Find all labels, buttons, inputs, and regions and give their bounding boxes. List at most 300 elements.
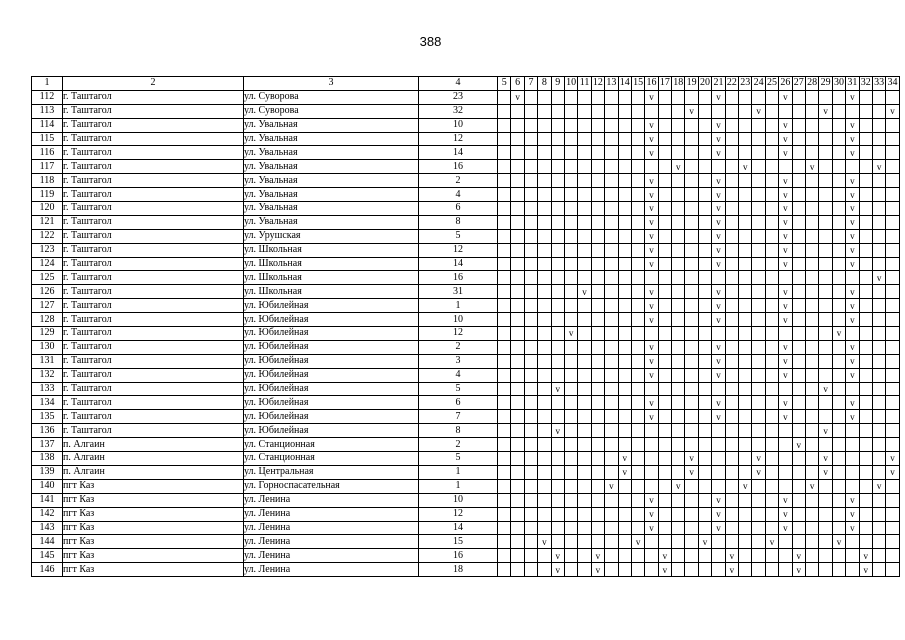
empty-cell xyxy=(725,535,738,549)
street-cell: ул. Ленина xyxy=(244,535,419,549)
empty-cell xyxy=(605,327,618,341)
empty-cell xyxy=(524,452,537,466)
empty-cell xyxy=(498,90,511,104)
empty-cell xyxy=(538,243,551,257)
empty-cell xyxy=(765,174,778,188)
check-mark-cell: v xyxy=(645,507,658,521)
street-cell: ул. Юбилейная xyxy=(244,354,419,368)
empty-cell xyxy=(846,438,859,452)
empty-cell xyxy=(886,132,899,146)
empty-cell xyxy=(564,507,577,521)
house-cell: 1 xyxy=(419,299,498,313)
empty-cell xyxy=(672,535,685,549)
empty-cell xyxy=(658,438,671,452)
locality-cell: г. Таштагол xyxy=(63,146,244,160)
empty-cell xyxy=(591,257,604,271)
empty-cell xyxy=(792,299,805,313)
street-cell: ул. Станционная xyxy=(244,452,419,466)
empty-cell xyxy=(872,90,885,104)
empty-cell xyxy=(511,396,524,410)
empty-cell xyxy=(511,521,524,535)
empty-cell xyxy=(739,285,752,299)
row-number: 114 xyxy=(32,118,63,132)
table-row xyxy=(32,521,900,535)
row-number: 146 xyxy=(32,563,63,577)
check-mark-cell: v xyxy=(832,327,845,341)
check-mark-cell: v xyxy=(672,479,685,493)
empty-cell xyxy=(564,354,577,368)
empty-cell xyxy=(564,493,577,507)
empty-cell xyxy=(792,118,805,132)
empty-cell xyxy=(672,521,685,535)
check-mark-cell: v xyxy=(792,549,805,563)
empty-cell xyxy=(658,132,671,146)
empty-cell xyxy=(832,229,845,243)
street-cell: ул. Юбилейная xyxy=(244,327,419,341)
empty-cell xyxy=(685,313,698,327)
empty-cell xyxy=(805,368,818,382)
row-number: 117 xyxy=(32,160,63,174)
empty-cell xyxy=(618,410,631,424)
locality-cell: г. Таштагол xyxy=(63,271,244,285)
empty-cell xyxy=(805,327,818,341)
empty-cell xyxy=(792,396,805,410)
house-cell: 16 xyxy=(419,549,498,563)
empty-cell xyxy=(739,368,752,382)
empty-cell xyxy=(631,257,644,271)
house-cell: 6 xyxy=(419,396,498,410)
empty-cell xyxy=(551,452,564,466)
empty-cell xyxy=(819,188,832,202)
empty-cell xyxy=(524,202,537,216)
check-mark-cell: v xyxy=(779,493,792,507)
empty-cell xyxy=(805,549,818,563)
empty-cell xyxy=(752,535,765,549)
empty-cell xyxy=(805,299,818,313)
empty-cell xyxy=(832,132,845,146)
empty-cell xyxy=(886,438,899,452)
empty-cell xyxy=(792,410,805,424)
empty-cell xyxy=(712,479,725,493)
row-number: 129 xyxy=(32,327,63,341)
empty-cell xyxy=(658,299,671,313)
empty-cell xyxy=(725,188,738,202)
row-number: 115 xyxy=(32,132,63,146)
empty-cell xyxy=(524,563,537,577)
empty-cell xyxy=(672,465,685,479)
empty-cell xyxy=(685,424,698,438)
empty-cell xyxy=(605,438,618,452)
check-mark-cell: v xyxy=(725,563,738,577)
check-mark-cell: v xyxy=(846,215,859,229)
street-cell: ул. Ленина xyxy=(244,507,419,521)
check-mark-cell: v xyxy=(872,479,885,493)
empty-cell xyxy=(752,410,765,424)
column-header-8: 8 xyxy=(538,77,551,91)
check-mark-cell: v xyxy=(752,104,765,118)
empty-cell xyxy=(511,327,524,341)
empty-cell xyxy=(752,90,765,104)
empty-cell xyxy=(672,132,685,146)
check-mark-cell: v xyxy=(698,535,711,549)
house-cell: 10 xyxy=(419,313,498,327)
column-header-5: 5 xyxy=(498,77,511,91)
empty-cell xyxy=(551,118,564,132)
empty-cell xyxy=(832,493,845,507)
empty-cell xyxy=(872,354,885,368)
empty-cell xyxy=(511,382,524,396)
empty-cell xyxy=(578,452,591,466)
empty-cell xyxy=(685,549,698,563)
empty-cell xyxy=(658,257,671,271)
empty-cell xyxy=(832,104,845,118)
check-mark-cell: v xyxy=(846,410,859,424)
row-number: 112 xyxy=(32,90,63,104)
empty-cell xyxy=(618,271,631,285)
table-row xyxy=(32,327,900,341)
empty-cell xyxy=(538,215,551,229)
empty-cell xyxy=(538,174,551,188)
empty-cell xyxy=(658,507,671,521)
check-mark-cell: v xyxy=(819,452,832,466)
empty-cell xyxy=(805,438,818,452)
empty-cell xyxy=(819,202,832,216)
empty-cell xyxy=(712,327,725,341)
empty-cell xyxy=(658,104,671,118)
table-row xyxy=(32,243,900,257)
empty-cell xyxy=(511,174,524,188)
empty-cell xyxy=(498,132,511,146)
empty-cell xyxy=(846,479,859,493)
empty-cell xyxy=(658,465,671,479)
empty-cell xyxy=(792,479,805,493)
empty-cell xyxy=(832,354,845,368)
locality-cell: г. Таштагол xyxy=(63,299,244,313)
check-mark-cell: v xyxy=(846,507,859,521)
empty-cell xyxy=(511,354,524,368)
empty-cell xyxy=(819,410,832,424)
street-cell: ул. Станционная xyxy=(244,438,419,452)
check-mark-cell: v xyxy=(779,118,792,132)
empty-cell xyxy=(645,535,658,549)
empty-cell xyxy=(886,327,899,341)
empty-cell xyxy=(752,327,765,341)
empty-cell xyxy=(658,396,671,410)
empty-cell xyxy=(698,104,711,118)
empty-cell xyxy=(538,354,551,368)
check-mark-cell: v xyxy=(846,118,859,132)
empty-cell xyxy=(658,493,671,507)
empty-cell xyxy=(631,424,644,438)
empty-cell xyxy=(538,452,551,466)
empty-cell xyxy=(551,202,564,216)
empty-cell xyxy=(805,90,818,104)
empty-cell xyxy=(578,521,591,535)
empty-cell xyxy=(672,396,685,410)
empty-cell xyxy=(511,313,524,327)
empty-cell xyxy=(725,215,738,229)
empty-cell xyxy=(551,104,564,118)
empty-cell xyxy=(685,299,698,313)
empty-cell xyxy=(618,396,631,410)
empty-cell xyxy=(739,465,752,479)
empty-cell xyxy=(739,90,752,104)
empty-cell xyxy=(698,452,711,466)
empty-cell xyxy=(538,340,551,354)
check-mark-cell: v xyxy=(645,493,658,507)
empty-cell xyxy=(551,493,564,507)
empty-cell xyxy=(832,424,845,438)
check-mark-cell: v xyxy=(752,452,765,466)
empty-cell xyxy=(792,160,805,174)
empty-cell xyxy=(725,424,738,438)
empty-cell xyxy=(605,118,618,132)
column-header-16: 16 xyxy=(646,77,657,89)
empty-cell xyxy=(779,549,792,563)
street-cell: ул. Юбилейная xyxy=(244,313,419,327)
empty-cell xyxy=(618,257,631,271)
empty-cell xyxy=(739,452,752,466)
empty-cell xyxy=(739,174,752,188)
table-row xyxy=(32,452,900,466)
empty-cell xyxy=(819,118,832,132)
street-cell: ул. Суворова xyxy=(244,104,419,118)
column-header-20: 20 xyxy=(700,77,711,89)
check-mark-cell: v xyxy=(886,452,899,466)
row-number: 122 xyxy=(32,229,63,243)
empty-cell xyxy=(698,118,711,132)
empty-cell xyxy=(658,479,671,493)
empty-cell xyxy=(792,146,805,160)
empty-cell xyxy=(792,327,805,341)
empty-cell xyxy=(538,104,551,118)
empty-cell xyxy=(538,424,551,438)
empty-cell xyxy=(765,340,778,354)
table-row xyxy=(32,118,900,132)
empty-cell xyxy=(551,285,564,299)
empty-cell xyxy=(725,229,738,243)
empty-cell xyxy=(819,368,832,382)
empty-cell xyxy=(605,493,618,507)
empty-cell xyxy=(819,215,832,229)
empty-cell xyxy=(805,507,818,521)
table-row xyxy=(32,215,900,229)
check-mark-cell: v xyxy=(712,285,725,299)
empty-cell xyxy=(859,118,872,132)
empty-cell xyxy=(578,368,591,382)
check-mark-cell: v xyxy=(805,479,818,493)
empty-cell xyxy=(698,549,711,563)
empty-cell xyxy=(739,215,752,229)
empty-cell xyxy=(685,410,698,424)
empty-cell xyxy=(859,521,872,535)
empty-cell xyxy=(886,521,899,535)
empty-cell xyxy=(819,507,832,521)
empty-cell xyxy=(658,146,671,160)
empty-cell xyxy=(698,396,711,410)
empty-cell xyxy=(859,104,872,118)
empty-cell xyxy=(524,327,537,341)
empty-cell xyxy=(805,215,818,229)
check-mark-cell: v xyxy=(645,202,658,216)
empty-cell xyxy=(591,521,604,535)
empty-cell xyxy=(752,202,765,216)
check-mark-cell: v xyxy=(779,174,792,188)
check-mark-cell: v xyxy=(779,354,792,368)
empty-cell xyxy=(498,368,511,382)
empty-cell xyxy=(672,202,685,216)
empty-cell xyxy=(819,563,832,577)
empty-cell xyxy=(752,257,765,271)
check-mark-cell: v xyxy=(886,465,899,479)
empty-cell xyxy=(578,188,591,202)
empty-cell xyxy=(725,313,738,327)
empty-cell xyxy=(752,285,765,299)
column-header-31: 31 xyxy=(847,77,858,89)
column-header-13: 13 xyxy=(606,77,617,89)
empty-cell xyxy=(591,299,604,313)
row-number: 120 xyxy=(32,202,63,216)
check-mark-cell: v xyxy=(685,465,698,479)
empty-cell xyxy=(698,327,711,341)
empty-cell xyxy=(765,299,778,313)
empty-cell xyxy=(524,160,537,174)
empty-cell xyxy=(752,229,765,243)
empty-cell xyxy=(618,438,631,452)
empty-cell xyxy=(605,229,618,243)
row-number: 133 xyxy=(32,382,63,396)
check-mark-cell: v xyxy=(645,188,658,202)
empty-cell xyxy=(618,479,631,493)
empty-cell xyxy=(511,438,524,452)
empty-cell xyxy=(631,563,644,577)
empty-cell xyxy=(846,382,859,396)
check-mark-cell: v xyxy=(591,563,604,577)
column-header-25: 25 xyxy=(767,77,777,89)
column-header-14: 14 xyxy=(619,77,630,89)
empty-cell xyxy=(511,285,524,299)
empty-cell xyxy=(511,132,524,146)
empty-cell xyxy=(591,285,604,299)
empty-cell xyxy=(658,118,671,132)
empty-cell xyxy=(752,382,765,396)
row-number: 143 xyxy=(32,521,63,535)
empty-cell xyxy=(872,118,885,132)
empty-cell xyxy=(564,438,577,452)
check-mark-cell: v xyxy=(712,202,725,216)
empty-cell xyxy=(765,285,778,299)
empty-cell xyxy=(859,452,872,466)
row-number: 124 xyxy=(32,257,63,271)
empty-cell xyxy=(524,104,537,118)
empty-cell xyxy=(846,104,859,118)
column-header-24: 24 xyxy=(753,77,764,89)
check-mark-cell: v xyxy=(645,354,658,368)
locality-cell: г. Таштагол xyxy=(63,229,244,243)
table-row xyxy=(32,368,900,382)
empty-cell xyxy=(498,563,511,577)
check-mark-cell: v xyxy=(551,424,564,438)
column-header-11: 11 xyxy=(579,77,590,89)
empty-cell xyxy=(805,424,818,438)
empty-cell xyxy=(498,424,511,438)
empty-cell xyxy=(725,452,738,466)
empty-cell xyxy=(739,396,752,410)
empty-cell xyxy=(511,479,524,493)
locality-cell: пгт Каз xyxy=(63,563,244,577)
empty-cell xyxy=(524,507,537,521)
empty-cell xyxy=(819,160,832,174)
empty-cell xyxy=(551,521,564,535)
check-mark-cell: v xyxy=(605,479,618,493)
empty-cell xyxy=(564,243,577,257)
street-cell: ул. Юбилейная xyxy=(244,299,419,313)
check-mark-cell: v xyxy=(872,160,885,174)
locality-cell: г. Таштагол xyxy=(63,174,244,188)
check-mark-cell: v xyxy=(645,243,658,257)
empty-cell xyxy=(618,118,631,132)
empty-cell xyxy=(859,271,872,285)
empty-cell xyxy=(511,215,524,229)
empty-cell xyxy=(685,396,698,410)
locality-cell: пгт Каз xyxy=(63,507,244,521)
empty-cell xyxy=(819,535,832,549)
empty-cell xyxy=(538,368,551,382)
empty-cell xyxy=(752,507,765,521)
empty-cell xyxy=(564,146,577,160)
empty-cell xyxy=(538,507,551,521)
empty-cell xyxy=(859,257,872,271)
empty-cell xyxy=(578,507,591,521)
empty-cell xyxy=(725,285,738,299)
column-header-19: 19 xyxy=(686,77,697,89)
empty-cell xyxy=(698,174,711,188)
house-cell: 16 xyxy=(419,271,498,285)
empty-cell xyxy=(591,90,604,104)
locality-cell: г. Таштагол xyxy=(63,243,244,257)
check-mark-cell: v xyxy=(779,90,792,104)
empty-cell xyxy=(872,215,885,229)
house-cell: 6 xyxy=(419,202,498,216)
empty-cell xyxy=(872,563,885,577)
empty-cell xyxy=(524,313,537,327)
column-header-27: 27 xyxy=(793,77,804,89)
empty-cell xyxy=(672,438,685,452)
empty-cell xyxy=(498,535,511,549)
table-row xyxy=(32,479,900,493)
empty-cell xyxy=(886,285,899,299)
empty-cell xyxy=(792,493,805,507)
empty-cell xyxy=(872,382,885,396)
empty-cell xyxy=(779,465,792,479)
table-row xyxy=(32,313,900,327)
empty-cell xyxy=(538,313,551,327)
empty-cell xyxy=(765,549,778,563)
empty-cell xyxy=(739,243,752,257)
empty-cell xyxy=(832,160,845,174)
street-cell: ул. Юбилейная xyxy=(244,410,419,424)
empty-cell xyxy=(672,382,685,396)
empty-cell xyxy=(498,327,511,341)
check-mark-cell: v xyxy=(886,104,899,118)
locality-cell: г. Таштагол xyxy=(63,118,244,132)
check-mark-cell: v xyxy=(645,521,658,535)
empty-cell xyxy=(792,465,805,479)
empty-cell xyxy=(698,243,711,257)
empty-cell xyxy=(658,340,671,354)
empty-cell xyxy=(859,313,872,327)
empty-cell xyxy=(765,438,778,452)
